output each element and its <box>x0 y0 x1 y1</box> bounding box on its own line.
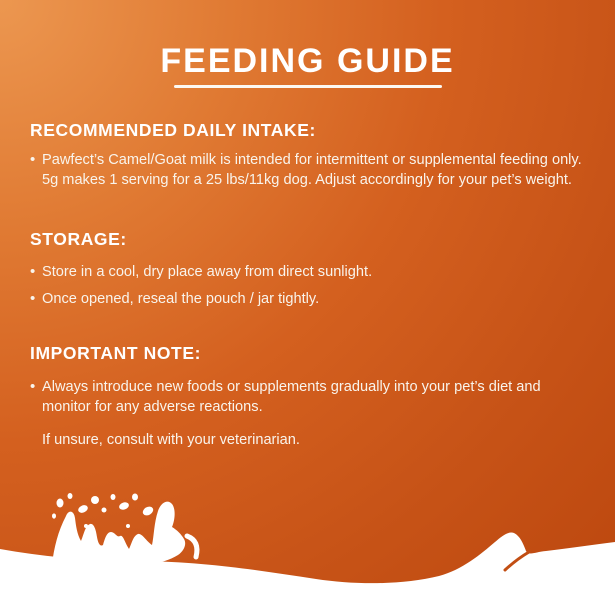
feeding-guide-content <box>0 44 615 450</box>
page-title: FEEDING GUIDE <box>160 42 455 80</box>
list-item <box>30 289 587 309</box>
important-bullet-text: Always introduce new foods or supplements gradually into your pet’s diet and monitor for any adverse reactions. <box>42 378 541 415</box>
bullet-icon: • <box>30 289 36 307</box>
list-item <box>30 377 587 417</box>
section-important-note <box>0 344 615 450</box>
section-recommended-daily-intake <box>0 121 615 190</box>
section-heading-intake: RECOMMENDED DAILY INTAKE: <box>30 120 316 140</box>
milk-wave-shape <box>0 533 615 615</box>
bullet-icon: • <box>30 377 36 395</box>
bullet-icon: • <box>30 262 36 280</box>
section-storage <box>0 230 615 308</box>
section-heading-important: IMPORTANT NOTE: <box>30 342 202 363</box>
title-block <box>0 44 615 88</box>
storage-bullet-text-1: Store in a cool, dry place away from direct sunlight. <box>42 263 373 280</box>
list-item <box>30 150 587 190</box>
bullet-icon: • <box>30 151 36 169</box>
title-underline <box>174 85 442 88</box>
storage-bullet-text-2: Once opened, reseal the pouch / jar tightly. <box>42 290 320 307</box>
wave-curl-icon <box>505 552 529 570</box>
milk-droplets-icon <box>52 493 155 528</box>
intake-bullet-text: Pawfect’s Camel/Goat milk is intended for intermittent or supplemental feeding only. 5g makes 1 serving for a 25 lbs/11kg dog. Adjust accordingly for your pet’s weight. <box>42 152 582 189</box>
veterinarian-note: If unsure, consult with your veterinarian. <box>42 431 300 448</box>
section-heading-storage: STORAGE: <box>30 229 127 250</box>
splash-crescent-icon <box>187 536 197 557</box>
list-item <box>30 262 587 282</box>
milk-splash-icon <box>52 502 197 566</box>
